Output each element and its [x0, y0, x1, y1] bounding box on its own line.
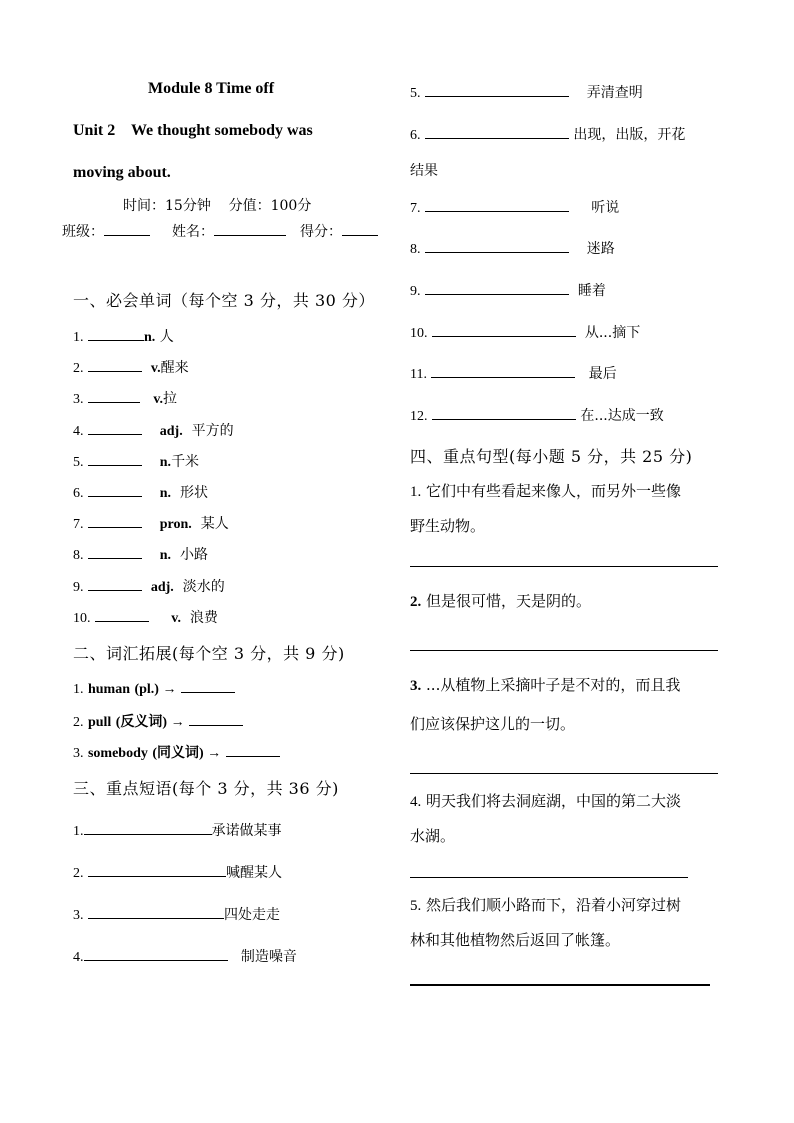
unit-title-line1: Unit 2 We thought somebody was [73, 122, 313, 139]
s3-item[interactable]: 3. 四处走走 [73, 907, 280, 923]
s3-item[interactable]: 7. 听说 [410, 200, 620, 216]
name-blank[interactable] [214, 223, 286, 236]
s4-item: 5. 然后我们顺小路而下，沿着小河穿过树 林和其他植物然后返回了帐篷。 [410, 896, 682, 949]
answer-line[interactable] [410, 773, 718, 774]
s1-item[interactable]: 10. v. 浪费 [73, 610, 218, 626]
score-blank[interactable] [342, 223, 378, 236]
unit-title-line2: moving about. [73, 164, 171, 181]
class-field[interactable] [62, 221, 150, 241]
s2-item[interactable]: 2. pull (反义词) → [73, 711, 243, 731]
answer-line[interactable] [410, 566, 718, 567]
s3-item[interactable]: 12. 在...达成一致 [410, 408, 664, 424]
s3-item[interactable]: 4. 制造噪音 [73, 949, 297, 965]
s4-item: 1. 它们中有些看起来像人，而另外一些像 野生动物。 [410, 482, 682, 535]
s4-item: 4. 明天我们将去洞庭湖，中国的第二大淡 水湖。 [410, 792, 682, 845]
section4-title: 四、重点句型(每小题 5 分，共 25 分) [410, 447, 693, 466]
s4-item: 2. 但是很可惜，天是阴的。 [410, 592, 592, 610]
s1-item[interactable]: 6. n. 形状 [73, 485, 208, 501]
s1-item[interactable]: 5. n.千米 [73, 454, 200, 470]
s1-item[interactable]: 8. n. 小路 [73, 547, 208, 563]
s1-item[interactable]: 7. pron. 某人 [73, 516, 229, 532]
s1-item[interactable]: 4. adj. 平方的 [73, 423, 234, 439]
s3-item[interactable]: 5. 弄清查明 [410, 85, 643, 101]
s3-item[interactable]: 2. 喊醒某人 [73, 865, 282, 881]
s2-item[interactable]: 3. somebody (同义词) → [73, 742, 280, 762]
answer-line[interactable] [410, 984, 710, 986]
s1-item[interactable]: 9. adj. 淡水的 [73, 579, 225, 595]
class-label: 班级： [62, 224, 104, 240]
s1-item[interactable]: 3. v.拉 [73, 391, 178, 407]
section2-title: 二、词汇拓展(每个空 3 分，共 9 分) [73, 644, 345, 663]
s3-item[interactable]: 8. 迷路 [410, 241, 615, 257]
s4-item: 3. ...从植物上采摘叶子是不对的，而且我 们应该保护这儿的一切。 [410, 676, 681, 733]
time-score-info: 时间：15分钟 分值：100分 [123, 198, 312, 214]
s3-item[interactable]: 10. 从...摘下 [410, 325, 641, 341]
s3-item[interactable]: 9. 睡着 [410, 283, 606, 299]
module-title: Module 8 Time off [148, 80, 275, 97]
s1-item[interactable]: 2. v.醒来 [73, 360, 189, 376]
score-label: 得分： [300, 224, 342, 240]
name-label: 姓名： [172, 224, 214, 240]
s2-item[interactable]: 1. human (pl.) → [73, 680, 235, 698]
answer-line[interactable] [410, 650, 718, 651]
score-field[interactable] [300, 221, 378, 241]
section3-title: 三、重点短语(每个 3 分，共 36 分) [73, 779, 339, 798]
section1-title: 一、必会单词（每个空 3 分，共 30 分） [73, 291, 375, 310]
s3-item[interactable]: 6. 出现，出版，开花 [410, 127, 686, 143]
answer-line[interactable] [410, 877, 688, 878]
s3-item-continuation: 结果 [410, 163, 438, 179]
class-blank[interactable] [104, 223, 150, 236]
name-field[interactable] [172, 221, 286, 241]
s3-item[interactable]: 1. 承诺做某事 [73, 823, 282, 839]
s3-item[interactable]: 11. 最后 [410, 366, 617, 382]
s1-item[interactable]: 1. n. 人 [73, 329, 174, 345]
